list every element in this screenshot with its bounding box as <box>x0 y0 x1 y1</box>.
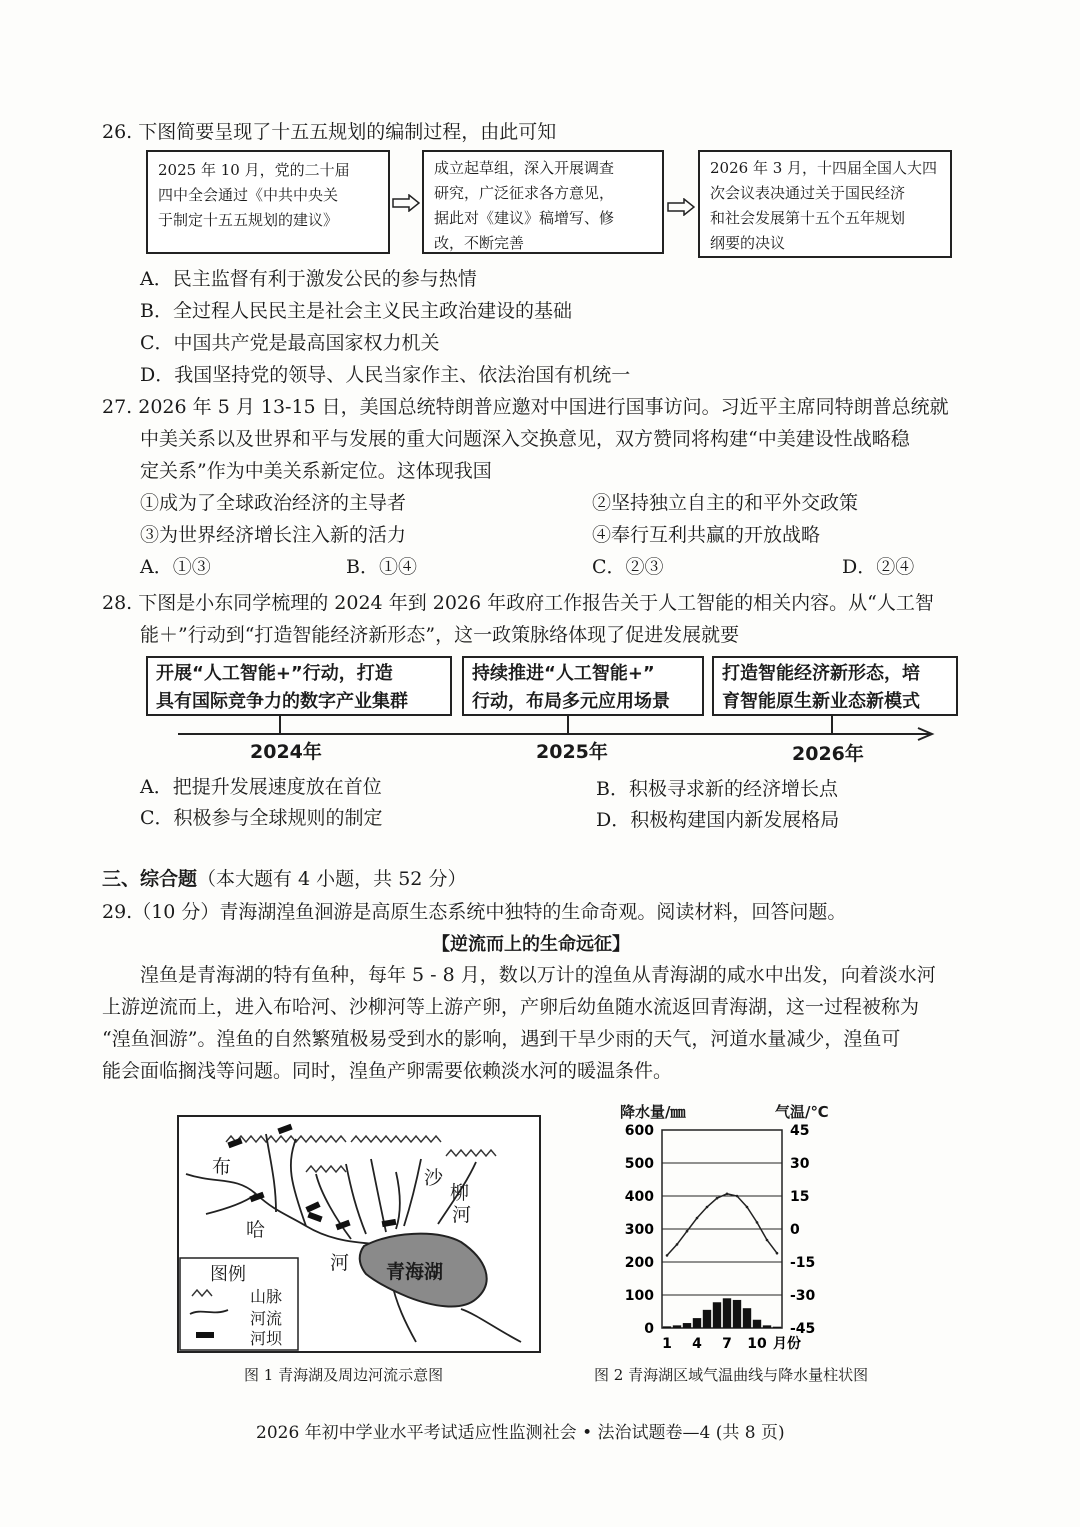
temperature-point <box>726 1193 729 1196</box>
y2-tick-label: 0 <box>790 1222 800 1238</box>
precip-bar <box>683 1323 691 1328</box>
q27-stem-line: 中美关系以及世界和平与发展的重大问题深入交换意见，双方赞同将构建“中美建设性战略稳 <box>140 428 910 450</box>
y2-tick-label: -45 <box>790 1321 816 1337</box>
box-line: 2026 年 3 月，十四届全国人大四 <box>710 159 938 177</box>
legend-mountain: 山脉 <box>250 1287 283 1306</box>
y-tick-label: 600 <box>624 1123 654 1139</box>
precip-bar <box>693 1318 701 1328</box>
climate-chart <box>600 1118 850 1358</box>
precip-bar <box>703 1310 711 1328</box>
q28-box-2026 <box>712 656 958 716</box>
temperature-point <box>706 1206 709 1209</box>
material-line: 上游逆流而上，进入布哈河、沙柳河等上游产卵，产卵后幼鱼随水流返回青海湖，这一过程被称为 <box>102 996 920 1018</box>
section-title: 三、综合题 <box>102 868 198 890</box>
timeline-year-2025: 2025年 <box>536 741 608 763</box>
temperature-point <box>686 1230 689 1233</box>
precip-bar <box>753 1320 761 1328</box>
precip-bar <box>713 1302 721 1328</box>
figure-2-caption: 图 2 青海湖区域气温曲线与降水量柱状图 <box>594 1366 869 1384</box>
y2-tick-label: 45 <box>790 1123 810 1139</box>
q28-box-2025 <box>462 656 704 716</box>
box-line: 行动，布局多元应用场景 <box>472 691 670 712</box>
q28-option-d[interactable]: D．积极构建国内新发展格局 <box>596 809 840 831</box>
box-line: 持续推进“人工智能+” <box>472 663 655 684</box>
q28-option-c[interactable]: C．积极参与全球规则的制定 <box>140 807 383 829</box>
material-line: “湟鱼洄游”。湟鱼的自然繁殖极易受到水的影响，遇到干旱少雨的天气，河道水量减少，湟鱼可 <box>102 1028 901 1050</box>
x-tick-label: 4 <box>692 1336 702 1352</box>
q27-item-4: ④奉行互利共赢的开放战略 <box>592 524 821 546</box>
temperature-point <box>676 1243 679 1246</box>
box-line: 纲要的决议 <box>710 234 786 252</box>
precip-bar <box>763 1325 771 1328</box>
chart-right-axis-label: 气温/℃ <box>775 1103 829 1121</box>
q27-option-b[interactable]: B．①④ <box>346 556 417 578</box>
q29-stem: 29.（10 分）青海湖湟鱼洄游是高原生态系统中独特的生命奇观。阅读材料，回答问题。 <box>102 901 847 923</box>
temperature-point <box>716 1197 719 1200</box>
y-tick-label: 0 <box>644 1321 654 1337</box>
y2-tick-label: 15 <box>790 1189 810 1205</box>
temperature-point <box>756 1221 759 1224</box>
q26-stem: 26. 下图简要呈现了十五五规划的编制过程，由此可知 <box>102 121 557 143</box>
river-label-he: 河 <box>330 1252 350 1274</box>
material-line: 湟鱼是青海湖的特有鱼种，每年 5 - 8 月，数以万计的湟鱼从青海湖的咸水中出发，向着淡水河 <box>140 964 936 986</box>
page-footer: 2026 年初中学业水平考试适应性监测社会 • 法治试题卷—4 (共 8 页) <box>256 1423 785 1443</box>
q27-item-3: ③为世界经济增长注入新的活力 <box>140 524 407 546</box>
q28-stem-line: 能＋”行动到“打造智能经济新形态”，这一政策脉络体现了促进发展就要 <box>140 624 740 646</box>
temperature-point <box>736 1195 739 1198</box>
temperature-point <box>696 1217 699 1220</box>
q27-option-d[interactable]: D．②④ <box>842 556 915 578</box>
legend-dam-icon <box>196 1332 214 1338</box>
x-tick-label: 10 <box>747 1336 767 1352</box>
x-axis-label: 月份 <box>773 1336 801 1352</box>
box-line: 开展“人工智能+”行动，打造 <box>156 663 393 684</box>
y-tick-label: 300 <box>624 1222 654 1238</box>
q27-item-2: ②坚持独立自主的和平外交政策 <box>592 492 859 514</box>
y-tick-label: 400 <box>624 1189 654 1205</box>
river-label-sha: 沙 <box>424 1167 444 1189</box>
q26-box-3 <box>698 150 952 258</box>
precip-bar <box>723 1298 731 1328</box>
box-line: 打造智能经济新形态，培 <box>722 663 920 684</box>
temperature-point <box>766 1239 769 1242</box>
material-line: 能会面临搁浅等问题。同时，湟鱼产卵需要依赖淡水河的暖温条件。 <box>102 1060 673 1082</box>
y2-tick-label: 30 <box>790 1156 810 1172</box>
q26-option-d[interactable]: D．我国坚持党的领导、人民当家作主、依法治国有机统一 <box>140 364 631 386</box>
y2-tick-label: -30 <box>790 1288 816 1304</box>
figure-1-caption: 图 1 青海湖及周边河流示意图 <box>244 1366 444 1384</box>
lake-label: 青海湖 <box>386 1261 444 1283</box>
legend-river: 河流 <box>250 1309 283 1328</box>
q26-option-b[interactable]: B．全过程人民民主是社会主义民主政治建设的基础 <box>140 300 572 322</box>
section-heading <box>102 864 466 891</box>
q26-option-c[interactable]: C．中国共产党是最高国家权力机关 <box>140 332 440 354</box>
box-line: 改，不断完善 <box>434 234 525 252</box>
river-label-liu: 柳 <box>450 1182 470 1204</box>
section-subtitle: （本大题有 4 小题，共 52 分） <box>197 868 467 890</box>
precip-bar <box>733 1300 741 1328</box>
material-title: 【逆流而上的生命远征】 <box>432 934 630 955</box>
precip-bar <box>743 1308 751 1328</box>
q27-stem-line: 27. 2026 年 5 月 13-15 日，美国总统特朗普应邀对中国进行国事访问。习近平主席同特朗普总统就 <box>102 396 949 418</box>
box-line: 次会议表决通过关于国民经济 <box>710 184 906 202</box>
q27-item-1: ①成为了全球政治经济的主导者 <box>140 492 407 514</box>
y2-tick-label: -15 <box>790 1255 816 1271</box>
q27-option-c[interactable]: C．②③ <box>592 556 664 578</box>
qinghai-lake-map <box>176 1114 542 1354</box>
y-tick-label: 200 <box>624 1255 654 1271</box>
legend-title: 图例 <box>210 1264 246 1285</box>
legend-dam: 河坝 <box>250 1329 283 1348</box>
precip-bar <box>663 1326 671 1328</box>
hollow-arrow-icon <box>392 194 420 212</box>
temperature-point <box>666 1254 669 1257</box>
q26-option-a[interactable]: A．民主监督有利于激发公民的参与热情 <box>140 268 477 290</box>
q26-box-1 <box>146 150 390 254</box>
temperature-line <box>667 1194 777 1256</box>
y-tick-label: 500 <box>624 1156 654 1172</box>
q28-box-2024 <box>146 656 452 716</box>
box-line: 于制定十五五规划的建议》 <box>158 211 339 229</box>
timeline-year-2026: 2026年 <box>792 743 864 765</box>
temperature-point <box>776 1252 779 1255</box>
river-label-bu: 布 <box>212 1156 232 1178</box>
temperature-point <box>746 1206 749 1209</box>
box-line: 和社会发展第十五个五年规划 <box>710 209 906 227</box>
box-line: 成立起草组，深入开展调查 <box>434 159 615 177</box>
q27-option-a[interactable]: A．①③ <box>140 556 211 578</box>
q28-stem-line: 28. 下图是小东同学梳理的 2024 年到 2026 年政府工作报告关于人工智能的相关内容。从“人工智 <box>102 592 934 614</box>
y-tick-label: 100 <box>624 1288 654 1304</box>
precip-bar <box>773 1327 781 1328</box>
chart-left-axis-label: 降水量/㎜ <box>620 1103 686 1121</box>
box-line: 四中全会通过《中共中央关 <box>158 186 339 204</box>
box-line: 2025 年 10 月，党的二十届 <box>158 161 350 179</box>
river-label-he2: 河 <box>452 1204 472 1226</box>
river-label-ha: 哈 <box>246 1219 266 1241</box>
q28-option-b[interactable]: B．积极寻求新的经济增长点 <box>596 778 838 800</box>
box-line: 具有国际竞争力的数字产业集群 <box>156 691 408 712</box>
hollow-arrow-icon <box>667 198 695 216</box>
box-line: 据此对《建议》稿增写、修 <box>434 209 615 227</box>
timeline-year-2024: 2024年 <box>250 741 322 763</box>
q27-stem-line: 定关系”作为中美关系新定位。这体现我国 <box>140 460 492 482</box>
precip-bar <box>673 1325 681 1328</box>
q26-box-2 <box>422 150 664 254</box>
box-line: 育智能原生新业态新模式 <box>722 691 920 712</box>
box-line: 研究，广泛征求各方意见， <box>434 184 615 202</box>
q28-option-a[interactable]: A．把提升发展速度放在首位 <box>140 776 382 798</box>
x-tick-label: 7 <box>722 1336 732 1352</box>
x-tick-label: 1 <box>662 1336 672 1352</box>
